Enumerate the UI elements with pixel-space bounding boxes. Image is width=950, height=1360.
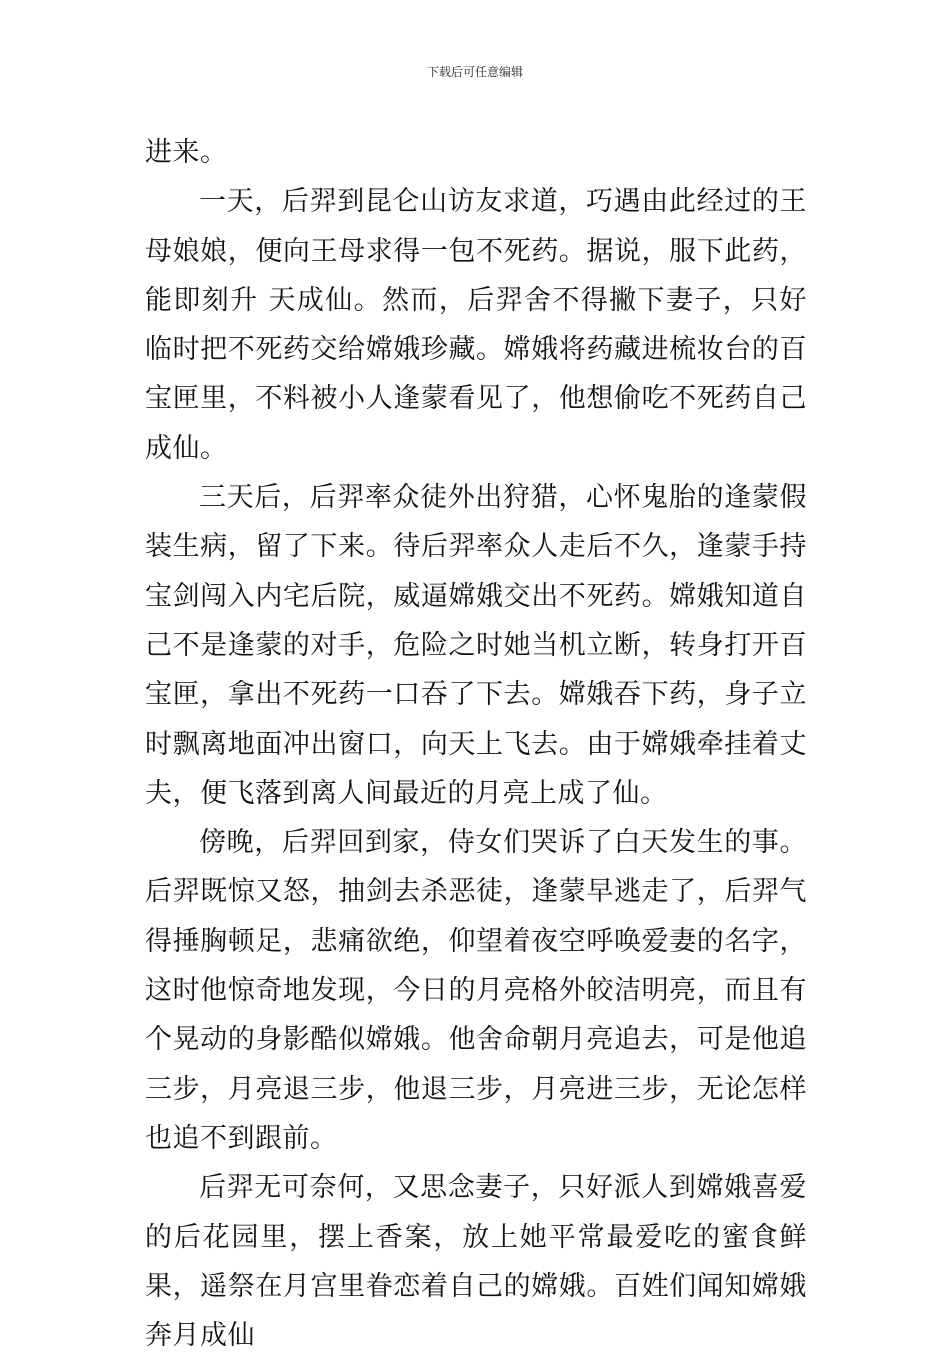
paragraph-houyi-chase: 傍晚，后羿回到家，侍女们哭诉了白天发生的事。后羿既惊又怒，抽剑去杀恶徒，逢蒙早逃走了，后羿气得捶胸顿足，悲痛欲绝，仰望着夜空呼唤爱妻的名字，这时他惊奇地发现，今日的月亮格外皎洁明亮，而且有个晃动的身影酷似嫦娥。他舍命朝月亮追去，可是他追三步，月亮退三步，他退三步，月亮进三步，无论怎样也追不到跟前。 bbox=[145, 827, 807, 1154]
paragraph-moon-offering: 后羿无可奈何，又思念妻子，只好派人到嫦娥喜爱的后花园里，摆上香案，放上她平常最爱吃的蜜食鲜果，遥祭在月宫里眷恋着自己的嫦娥。百姓们闻知嫦娥奔月成仙 bbox=[145, 1172, 807, 1352]
body-text bbox=[145, 128, 807, 1360]
paragraph-kunlun-elixir: 一天，后羿到昆仑山访友求道，巧遇由此经过的王母娘娘，便向王母求得一包不死药。据说，服下此药，能即刻升 天成仙。然而，后羿舍不得撇下妻子，只好临时把不死药交给嫦娥珍藏。嫦娥将药藏进梳妆台的百宝匣里，不料被小人逢蒙看见了，他想偷吃不死药自己成仙。 bbox=[145, 186, 807, 464]
page-header: 下载后可任意编辑 bbox=[426, 65, 523, 79]
paragraph-continued: 进来。 bbox=[145, 137, 228, 168]
paragraph-fengmeng-threat: 三天后，后羿率众徒外出狩猎，心怀鬼胎的逢蒙假装生病，留了下来。待后羿率众人走后不久，逢蒙手持宝剑闯入内宅后院，威逼嫦娥交出不死药。嫦娥知道自己不是逢蒙的对手，危险之时她当机立断，转身打开百宝匣，拿出不死药一口吞了下去。嫦娥吞下药，身子立时飘离地面冲出窗口，向天上飞去。由于嫦娥牵挂着丈夫，便飞落到离人间最近的月亮上成了仙。 bbox=[145, 482, 807, 809]
